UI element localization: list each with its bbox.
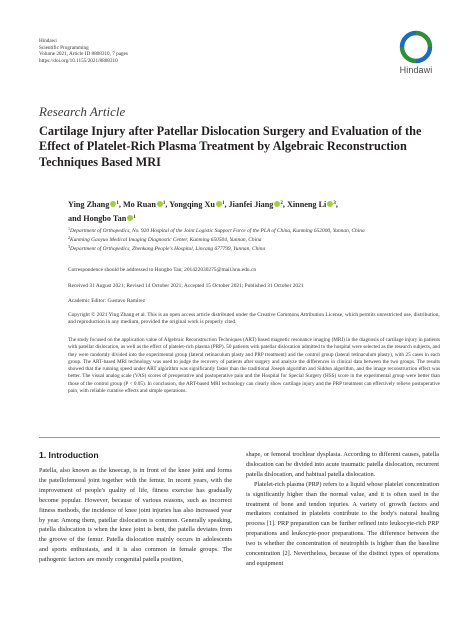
author[interactable]: Jianfei Jiang $^2$, xyxy=(228,200,285,209)
abstract: The study focused on the application value of Algebraic Reconstruction Techniques (ART) based magnetic resonance imaging (MRI) in the diagnosis of cartilage injury in patients with patellar dislocation, as well as the effect of platelet-rich plasma (PRP). 50 patients with patellar dislocation admitted to the hospital were selected as the research subjects, and they were randomly divided into the experimental group (lateral retinaculum plasty and PRP treatment) and the control group (lateral retinaculum plasty), with 25 cases in each group. The ART-based MRI technology was used to judge the recovery of patients after surgery and analyze the differences in clinical data between the two groups. The results showed that the running speed under ART algorithm was significantly faster than the traditional Joseph algorithm and Siddon algorithm, and the image reconstruction effect was better. The visual analog scale (VAS) scores of preoperative and postoperative pain and the Hospital for Special Surgery (HSS) score in the experimental group were better than those of the control group (P < 0.05). In conclusion, the ART-based MRI technology can clearly show cartilage injury and the PRP treatment can effectively relieve postoperative pain, with reliable curative effects and simple operations. xyxy=(68,337,440,395)
right-column xyxy=(246,450,439,569)
author[interactable]: Xinneng Li $^3$, xyxy=(286,200,338,209)
author[interactable]: Mo Ruan $^1$, xyxy=(122,200,168,209)
affiliation: $^1$Department of Orthopedics, No. 920 Hospital of the Joint Logistic Support Force of the PLA of China, Kunming 652000, Yunnan, China xyxy=(68,226,365,234)
left-column xyxy=(39,466,232,565)
paragraph: Patella, also known as the kneecap, is in front of the knee joint and forms the patellofemoral joint together with the femur. In recent years, with the improvement of people's quality of life, fitness exercise has gradually become popular. However, because of various reasons, such as incorrect fitness methods, the incidence of knee joint injuries has also increased year by year. Among them, patellar dislocation is common. Generally speaking, patella dislocation is when the knee joint is bent, the patella deviates from the groove of the femur. Patella dislocation mainly occurs in adolescents and sports enthusiasts, and it is also common in female groups. The pathogenic factors are mostly congenital patella position, xyxy=(39,467,232,564)
section-divider xyxy=(39,437,440,438)
hindawi-logo-icon xyxy=(399,30,433,64)
section-heading: 1. Introduction xyxy=(39,450,99,460)
doi-link[interactable]: https://doi.org/10.1155/2021/8808310 xyxy=(39,57,118,64)
publisher-logo xyxy=(393,30,439,75)
article-title: Cartilage Injury after Patellar Dislocation Surgery and Evaluation of the Effect of Platelet-Rich Plasma Treatment by Algebraic Reconstruction Techniques Based MRI xyxy=(39,124,422,169)
paragraph: shape, or femoral trochlear dysplasia. According to different causes, patella dislocation can be divided into acute traumatic patella dislocation, recurrent patella dislocation, and habitual patella dislocation. xyxy=(246,451,439,478)
author-list xyxy=(68,197,440,225)
volume-line: Volume 2021, Article ID 8808310, 7 pages xyxy=(39,51,128,58)
journal-name: Scientific Programming xyxy=(39,44,89,51)
affiliation: $^3$Department of Orthopedics, Zhenkang People's Hospital, Lincang 677799, Yunnan, China xyxy=(68,243,266,252)
publisher-wordmark: Hindawi xyxy=(399,65,433,75)
publication-dates: Received 31 August 2021; Revised 14 October 2021; Accepted 15 October 2021; Published 31 October 2021 xyxy=(68,283,304,289)
affiliation: $^2$Kunming Gaoyuo Medical Imaging Diagnostic Center, Kunming 650504, Yunnan, China xyxy=(68,234,262,243)
author[interactable]: Yongqing Xu $^1$, xyxy=(169,200,227,209)
correspondence: Correspondence should be addressed to Hongbo Tan; 201422030275@mail.hnu.edu.cn xyxy=(68,267,257,273)
copyright-notice: Copyright © 2021 Ying Zhang et al. This is an open access article distributed under the Creative Commons Attribution License, which permits unrestricted use, distribution, and reproduction in any medium, provided the original work is properly cited. xyxy=(68,312,440,325)
academic-editor: Academic Editor: Gustavo Ramirez xyxy=(68,298,146,304)
author[interactable]: and Hongbo Tan $^1$ xyxy=(68,214,136,223)
article-type: Research Article xyxy=(39,104,126,119)
publisher-line: Hindawi xyxy=(39,38,57,44)
paragraph: Platelet-rich plasma (PRP) refers to a liquid whose platelet concentration is significantly higher than the normal value, and it is often used in the treatment of bone and tendon injuries. A variety of growth factors and mediators contained in platelets contribute to the body's natural healing process [1]. PRP preparation can be further refined into leukocyte-rich PRP preparations and leukocyte-poor preparations. The difference between the two is whether the concentration of neutrophils is higher than the baseline concentration [2]. Nevertheless, because of the distinct types of operations and equipment xyxy=(246,480,439,567)
author[interactable]: Ying Zhang $^1$, xyxy=(68,200,121,209)
journal-meta xyxy=(39,38,128,64)
affiliations xyxy=(68,226,440,253)
